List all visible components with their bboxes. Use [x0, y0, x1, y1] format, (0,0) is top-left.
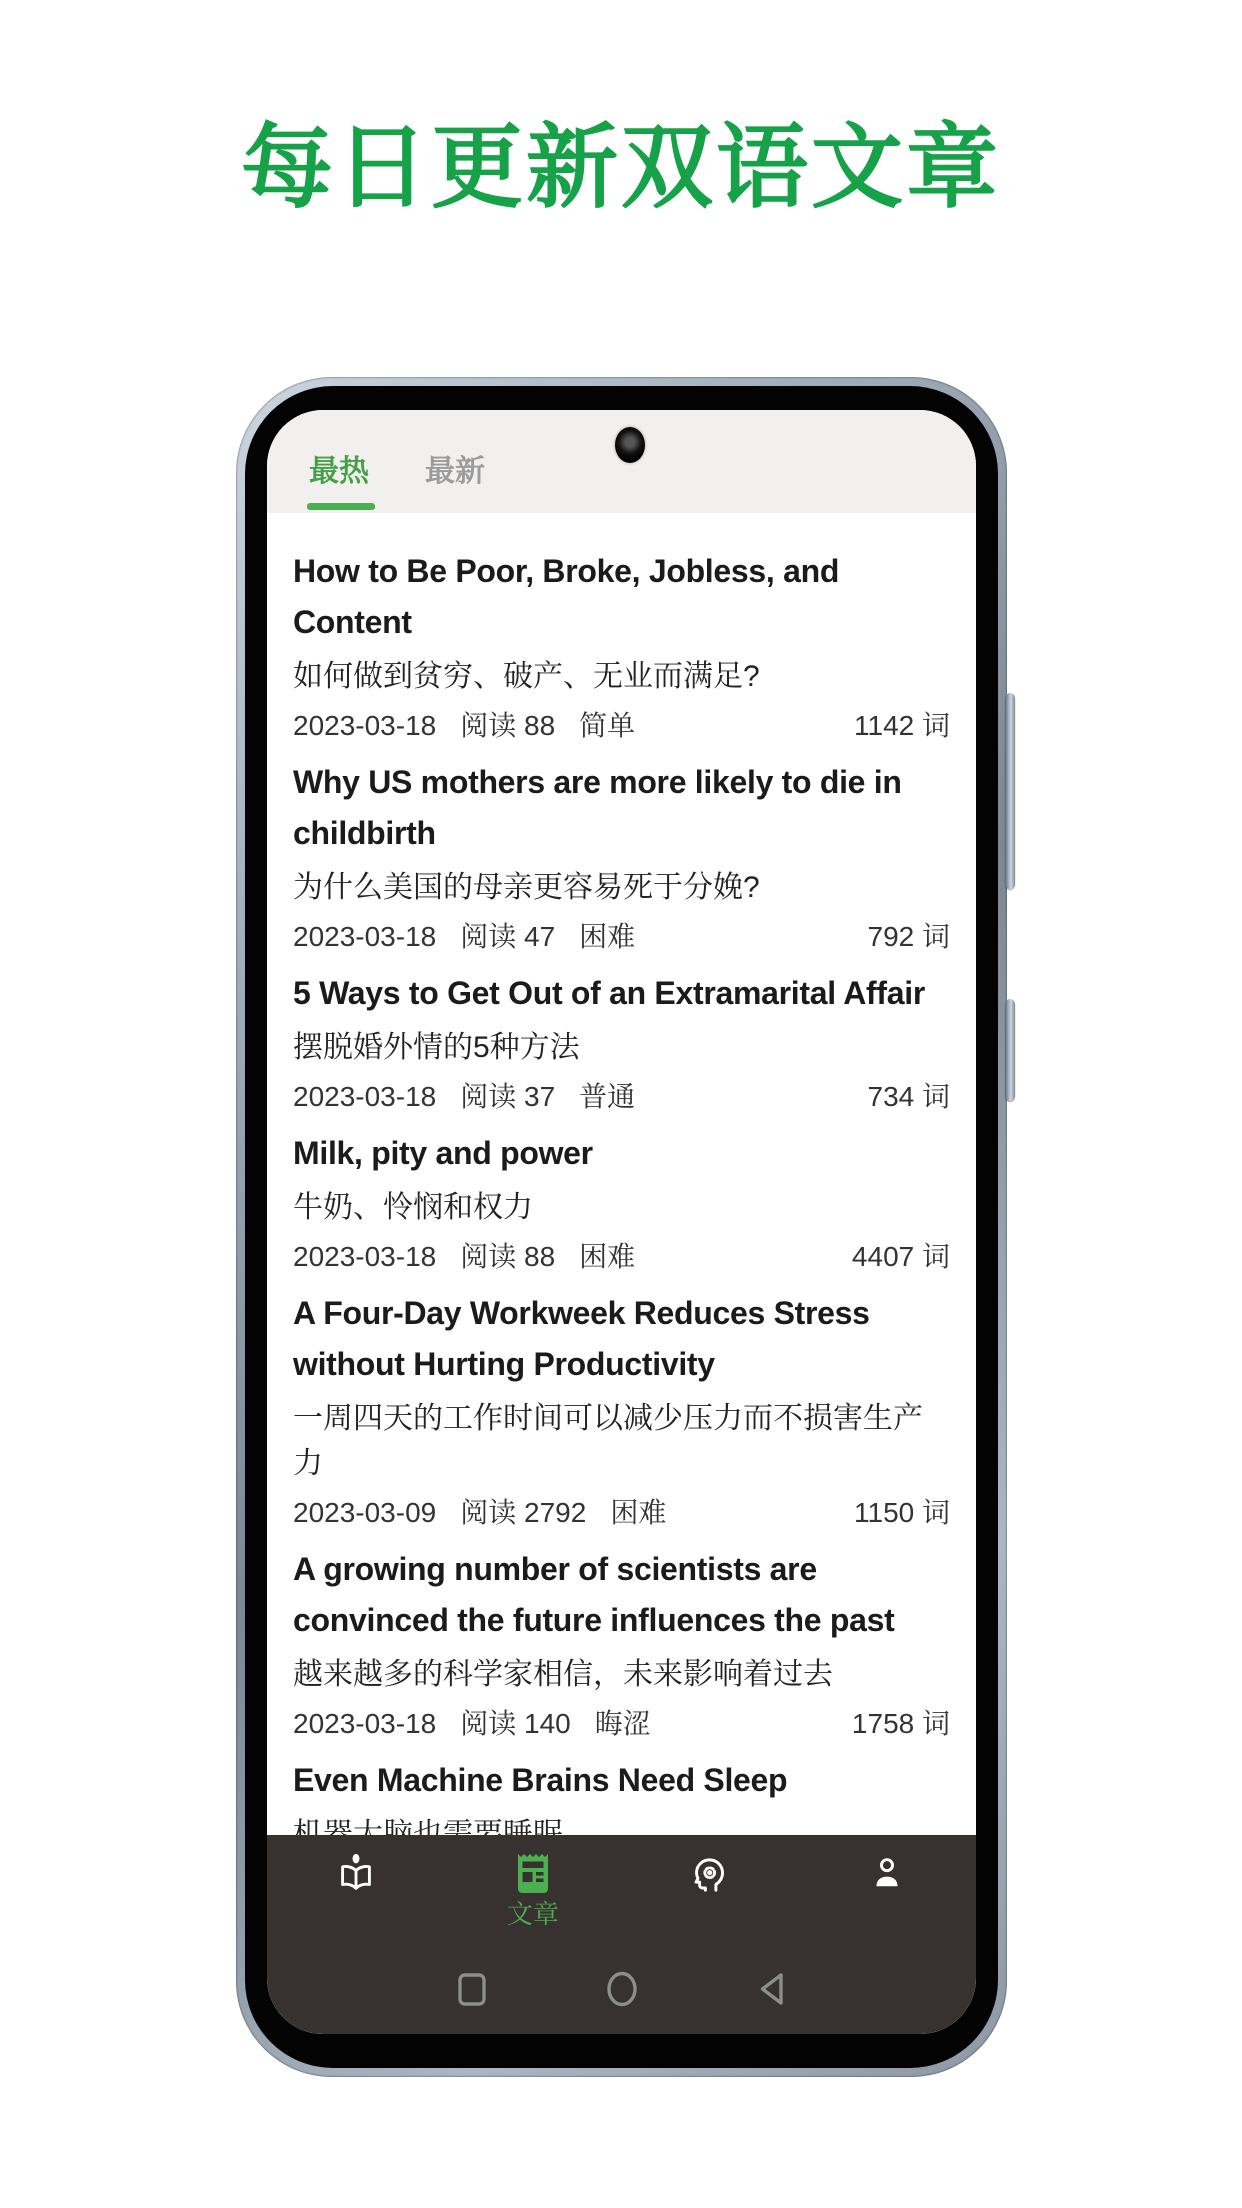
article-meta — [293, 707, 950, 745]
article-difficulty: 困难 — [579, 921, 636, 952]
back-button[interactable] — [750, 1967, 794, 2011]
newspaper-icon — [509, 1849, 557, 1897]
hero-title: 每日更新双语文章 — [240, 117, 1001, 219]
article-reads: 阅读 88 — [460, 1241, 556, 1272]
article-date: 2023-03-09 — [293, 1497, 437, 1528]
home-button[interactable] — [600, 1967, 644, 2011]
nav-item-articles[interactable] — [444, 1849, 621, 1929]
article-date: 2023-03-18 — [293, 1241, 437, 1272]
article-item[interactable] — [293, 546, 950, 745]
article-title: How to Be Poor, Broke, Jobless, and Content — [293, 553, 840, 640]
article-title: A growing number of scientists are convinced the future influences the past — [293, 1551, 895, 1638]
article-date: 2023-03-18 — [293, 710, 437, 741]
article-item[interactable] — [293, 968, 950, 1116]
article-meta — [293, 1494, 950, 1532]
article-title: 5 Ways to Get Out of an Extramarital Affair — [293, 975, 925, 1011]
front-camera — [615, 427, 645, 463]
open-book-reader-icon — [332, 1849, 380, 1897]
phone-frame — [236, 377, 1007, 2077]
nav-item-label: 文章 — [506, 1899, 559, 1929]
article-reads: 阅读 37 — [460, 1081, 556, 1112]
article-difficulty: 简单 — [579, 710, 636, 741]
article-title: Milk, pity and power — [293, 1135, 593, 1171]
volume-button[interactable] — [1005, 693, 1015, 889]
article-title: Even Machine Brains Need Sleep — [293, 1762, 788, 1798]
article-title-zh: 摆脱婚外情的5种方法 — [293, 1031, 580, 1064]
article-title: A Four-Day Workweek Reduces Stress without Hurting Productivity — [293, 1295, 870, 1382]
android-nav — [267, 1967, 976, 2011]
tab-bar — [267, 410, 976, 513]
article-word-count: 1758 词 — [851, 1708, 950, 1739]
article-difficulty: 普通 — [579, 1081, 636, 1112]
head-gear-icon — [686, 1849, 734, 1897]
app-nav — [267, 1849, 976, 1929]
article-meta — [293, 1705, 950, 1743]
article-list — [267, 513, 976, 2034]
article-title-zh: 牛奶、怜悯和权力 — [293, 1191, 533, 1224]
active-tab-underline — [307, 503, 375, 510]
tab-newest[interactable]: 最新 — [425, 455, 485, 488]
article-word-count: 792 词 — [867, 921, 950, 952]
article-difficulty: 困难 — [579, 1241, 636, 1272]
article-word-count: 734 词 — [867, 1081, 950, 1112]
article-title-zh: 一周四天的工作时间可以减少压力而不损害生产力 — [293, 1402, 923, 1480]
tab-row — [309, 454, 485, 490]
article-reads: 阅读 2792 — [460, 1497, 587, 1528]
nav-item-brain[interactable] — [622, 1849, 799, 1929]
article-title-zh: 越来越多的科学家相信，未来影响着过去 — [293, 1658, 833, 1691]
article-title-zh: 为什么美国的母亲更容易死于分娩? — [293, 871, 760, 904]
article-item[interactable] — [293, 757, 950, 956]
tab-hottest[interactable]: 最热 — [309, 455, 369, 488]
article-word-count: 1150 词 — [854, 1497, 950, 1528]
article-meta — [293, 1238, 950, 1276]
article-meta — [293, 1078, 950, 1116]
phone-screen — [267, 410, 976, 2034]
article-item[interactable] — [293, 1544, 950, 1743]
article-date: 2023-03-18 — [293, 1708, 437, 1739]
article-title-zh: 如何做到贫穷、破产、无业而满足? — [293, 660, 760, 693]
phone-bezel — [245, 386, 998, 2068]
bottom-nav-bar — [267, 1835, 976, 2034]
recents-button[interactable] — [450, 1967, 494, 2011]
article-item[interactable] — [293, 1288, 950, 1532]
article-date: 2023-03-18 — [293, 921, 437, 952]
nav-item-vocabulary[interactable] — [267, 1849, 444, 1929]
article-meta — [293, 918, 950, 956]
person-icon — [863, 1849, 911, 1897]
article-reads: 阅读 47 — [460, 921, 556, 952]
article-date: 2023-03-18 — [293, 1081, 437, 1112]
article-word-count: 1142 词 — [854, 710, 950, 741]
article-difficulty: 晦涩 — [594, 1708, 651, 1739]
article-reads: 阅读 140 — [460, 1708, 571, 1739]
article-difficulty: 困难 — [610, 1497, 667, 1528]
article-word-count: 4407 词 — [851, 1241, 950, 1272]
nav-item-profile[interactable] — [799, 1849, 976, 1929]
article-item[interactable] — [293, 1128, 950, 1276]
power-button[interactable] — [1005, 999, 1015, 1101]
article-reads: 阅读 88 — [460, 710, 556, 741]
article-title: Why US mothers are more likely to die in childbirth — [293, 764, 902, 851]
